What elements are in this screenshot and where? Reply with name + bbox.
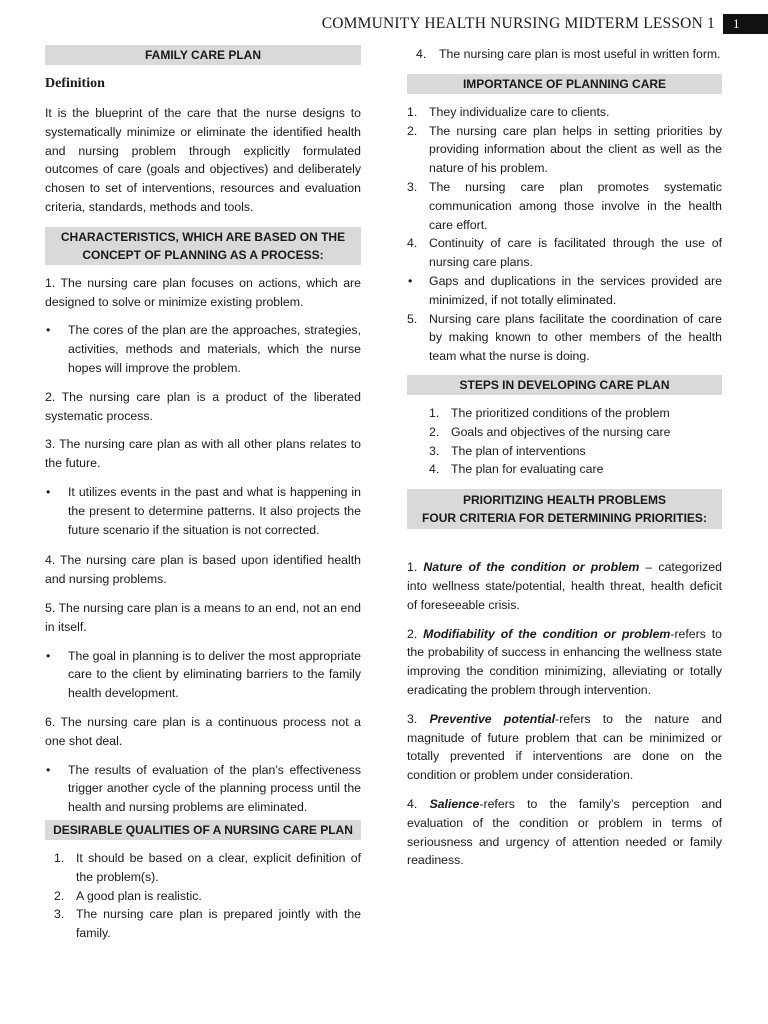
list-item: 3. The nursing care plan is prepared jointly with the family. <box>54 907 361 941</box>
list-item: 3. The plan of interventions <box>429 443 586 458</box>
definition-title: Definition <box>45 76 105 91</box>
page-header <box>0 14 768 34</box>
characteristic-5-bullet: • The goal in planning is to deliver the most appropriate care to the client by eliminating barriers to the family health development. <box>45 647 361 703</box>
bullet-mark: • <box>46 648 51 663</box>
list-item: 1. The prioritized conditions of the problem <box>429 405 670 420</box>
list-item: 4. The plan for evaluating care <box>429 462 604 477</box>
list-item: 4. Continuity of care is facilitated through the use of nursing care plans. <box>407 236 722 270</box>
list-item: 3. The nursing care plan promotes systematic communication among those involve in the health care effort. <box>407 179 722 232</box>
list-item: 2. A good plan is realistic. <box>54 888 202 903</box>
definition-text: It is the blueprint of the care that the nurse designs to systematically minimize or eliminate the identified health and nursing problem through explicitly formulated outcomes of care (goals and objectives) and deliberately chosen to set of interventions, resources and evaluation criteria, standards, methods and tools. <box>45 106 361 214</box>
characteristic-1-bullet: • The cores of the plan are the approaches, strategies, activities, methods and materials, which the nurse hopes will improve the problem. <box>45 321 361 377</box>
characteristic-1: 1. The nursing care plan focuses on actions, which are designed to solve or minimize existing problem. <box>45 275 361 309</box>
list-item: 1. It should be based on a clear, explicit definition of the problem(s). <box>54 850 361 884</box>
list-item: • Gaps and duplications in the services provided are minimized, if not totally eliminated. <box>408 273 722 307</box>
characteristic-5: 5. The nursing care plan is a means to an end, not an end in itself. <box>45 600 361 634</box>
page-number: 1 <box>723 14 768 34</box>
characteristic-3-bullet: • It utilizes events in the past and what is happening in the present to determine patterns. It also projects the future scenario if the situation is not corrected. <box>45 483 361 539</box>
criterion-3: 3. Preventive potential-refers to the nature and magnitude of future problem that can be minimized or totally prevented if interventions are done on the condition or problem under consideration. <box>407 711 722 783</box>
prioritizing-heading-line-1: PRIORITIZING HEALTH PROBLEMS <box>462 493 667 508</box>
criterion-4: 4. Salience-refers to the family’s perception and evaluation of the condition or problem in terms of seriousness and urgency of attention needed or family readiness. <box>407 796 722 868</box>
characteristic-6-bullet: • The results of evaluation of the plan’s effectiveness trigger another cycle of the planning process until the health and nursing problems are eliminated. <box>45 761 361 817</box>
qualities-list <box>45 849 361 943</box>
criterion-1: 1. Nature of the condition or problem – categorized into wellness state/potential, health threat, health deficit of foreseeable crisis. <box>407 560 722 612</box>
list-item: 2. The nursing care plan helps in setting priorities by providing information about the client as well as the nature of his problem. <box>407 123 722 176</box>
list-item: 5. Nursing care plans facilitate the coordination of care by making known to other members of the health team what the nurse is doing. <box>407 311 722 364</box>
steps-list <box>407 404 722 479</box>
criterion-2: 2. Modifiability of the condition or problem-refers to the probability of success in enhancing the wellness state improving the condition minimizing, alleviating or totally eradicating the problem through intervention. <box>407 626 722 697</box>
right-column <box>407 45 722 870</box>
characteristic-4: 4. The nursing care plan is based upon identified health and nursing problems. <box>45 553 361 587</box>
importance-heading: IMPORTANCE OF PLANNING CARE <box>407 74 722 94</box>
bullet-mark: • <box>46 484 51 499</box>
steps-heading: STEPS IN DEVELOPING CARE PLAN <box>407 375 722 395</box>
header-title: COMMUNITY HEALTH NURSING MIDTERM LESSON 1 <box>321 15 715 32</box>
characteristic-3: 3. The nursing care plan as with all other plans relates to the future. <box>45 437 361 471</box>
quality-4: 4. The nursing care plan is most useful in written form. <box>416 47 721 61</box>
characteristics-heading: CHARACTERISTICS, WHICH ARE BASED ON THE CONCEPT OF PLANNING AS A PROCESS: <box>45 227 361 265</box>
family-care-plan-heading: FAMILY CARE PLAN <box>45 45 361 65</box>
bullet-mark: • <box>46 762 51 777</box>
prioritizing-heading <box>407 489 722 529</box>
bullet-mark: • <box>46 323 51 338</box>
left-column <box>45 45 361 943</box>
characteristic-2: 2. The nursing care plan is a product of the liberated systematic process. <box>45 389 361 423</box>
list-item: 2. Goals and objectives of the nursing care <box>429 424 671 439</box>
qualities-heading: DESIRABLE QUALITIES OF A NURSING CARE PLAN <box>45 820 361 840</box>
list-item: 1. They individualize care to clients. <box>407 104 610 119</box>
importance-list <box>407 103 722 366</box>
prioritizing-heading-line-2: FOUR CRITERIA FOR DETERMINING PRIORITIES: <box>422 511 707 526</box>
characteristic-6: 6. The nursing care plan is a continuous process not a one shot deal. <box>45 714 361 748</box>
